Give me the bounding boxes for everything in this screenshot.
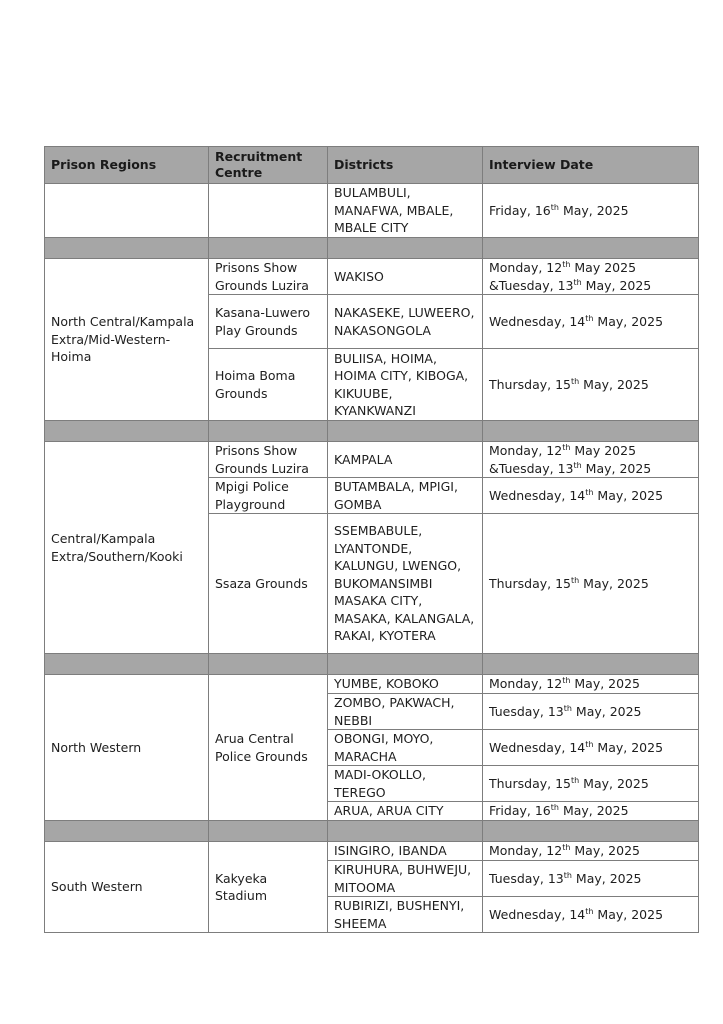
table-row <box>45 184 699 238</box>
date-cell: Monday, 12th May 2025 &Tuesday, 13th May, 2025 <box>483 259 699 295</box>
centre-cell: Hoima Boma Grounds <box>209 349 328 421</box>
date-cell: Tuesday, 13th May, 2025 <box>483 694 699 730</box>
centre-cell: Kakyeka Stadium <box>209 842 328 933</box>
separator-row <box>45 821 699 842</box>
centre-cell: Prisons Show Grounds Luzira <box>209 442 328 478</box>
region-cell <box>45 184 209 238</box>
interview-schedule-table <box>44 146 699 933</box>
districts-cell: KAMPALA <box>328 442 483 478</box>
districts-cell: MADI-OKOLLO, TEREGO <box>328 766 483 802</box>
header-recruitment-centre: Recruitment Centre <box>209 147 328 184</box>
centre-cell: Arua Central Police Grounds <box>209 675 328 821</box>
districts-cell: KIRUHURA, BUHWEJU, MITOOMA <box>328 861 483 897</box>
districts-cell: BULIISA, HOIMA, HOIMA CITY, KIBOGA, KIKUUBE, KYANKWANZI <box>328 349 483 421</box>
table-row <box>45 675 699 694</box>
date-cell: Thursday, 15th May, 2025 <box>483 349 699 421</box>
table-row <box>45 842 699 861</box>
districts-cell: ISINGIRO, IBANDA <box>328 842 483 861</box>
date-cell: Monday, 12th May, 2025 <box>483 842 699 861</box>
header-prison-regions: Prison Regions <box>45 147 209 184</box>
centre-cell: Mpigi Police Playground <box>209 478 328 514</box>
districts-cell: YUMBE, KOBOKO <box>328 675 483 694</box>
region-cell: North Central/Kampala Extra/Mid-Western-Hoima <box>45 259 209 421</box>
districts-cell: ZOMBO, PAKWACH, NEBBI <box>328 694 483 730</box>
date-cell: Wednesday, 14th May, 2025 <box>483 897 699 933</box>
table-header-row <box>45 147 699 184</box>
centre-cell: Ssaza Grounds <box>209 514 328 654</box>
centre-cell: Kasana-Luwero Play Grounds <box>209 295 328 349</box>
date-cell: Thursday, 15th May, 2025 <box>483 766 699 802</box>
region-cell: Central/Kampala Extra/Southern/Kooki <box>45 442 209 654</box>
header-interview-date: Interview Date <box>483 147 699 184</box>
region-cell: North Western <box>45 675 209 821</box>
date-cell: Tuesday, 13th May, 2025 <box>483 861 699 897</box>
districts-cell: ARUA, ARUA CITY <box>328 802 483 821</box>
districts-cell: OBONGI, MOYO, MARACHA <box>328 730 483 766</box>
date-cell: Wednesday, 14th May, 2025 <box>483 295 699 349</box>
separator-row <box>45 238 699 259</box>
date-cell: Wednesday, 14th May, 2025 <box>483 478 699 514</box>
table-row <box>45 442 699 478</box>
districts-cell: BULAMBULI, MANAFWA, MBALE, MBALE CITY <box>328 184 483 238</box>
date-cell: Friday, 16th May, 2025 <box>483 184 699 238</box>
districts-cell: SSEMBABULE, LYANTONDE, KALUNGU, LWENGO, BUKOMANSIMBI MASAKA CITY, MASAKA, KALANGALA, RAKAI, KYOTERA <box>328 514 483 654</box>
date-cell: Monday, 12th May 2025 &Tuesday, 13th May, 2025 <box>483 442 699 478</box>
table-row <box>45 259 699 295</box>
date-cell: Friday, 16th May, 2025 <box>483 802 699 821</box>
separator-row <box>45 654 699 675</box>
centre-cell: Prisons Show Grounds Luzira <box>209 259 328 295</box>
districts-cell: BUTAMBALA, MPIGI, GOMBA <box>328 478 483 514</box>
date-cell: Wednesday, 14th May, 2025 <box>483 730 699 766</box>
districts-cell: NAKASEKE, LUWEERO, NAKASONGOLA <box>328 295 483 349</box>
centre-cell <box>209 184 328 238</box>
region-cell: South Western <box>45 842 209 933</box>
date-cell: Thursday, 15th May, 2025 <box>483 514 699 654</box>
districts-cell: WAKISO <box>328 259 483 295</box>
date-cell: Monday, 12th May, 2025 <box>483 675 699 694</box>
districts-cell: RUBIRIZI, BUSHENYI, SHEEMA <box>328 897 483 933</box>
header-districts: Districts <box>328 147 483 184</box>
separator-row <box>45 421 699 442</box>
